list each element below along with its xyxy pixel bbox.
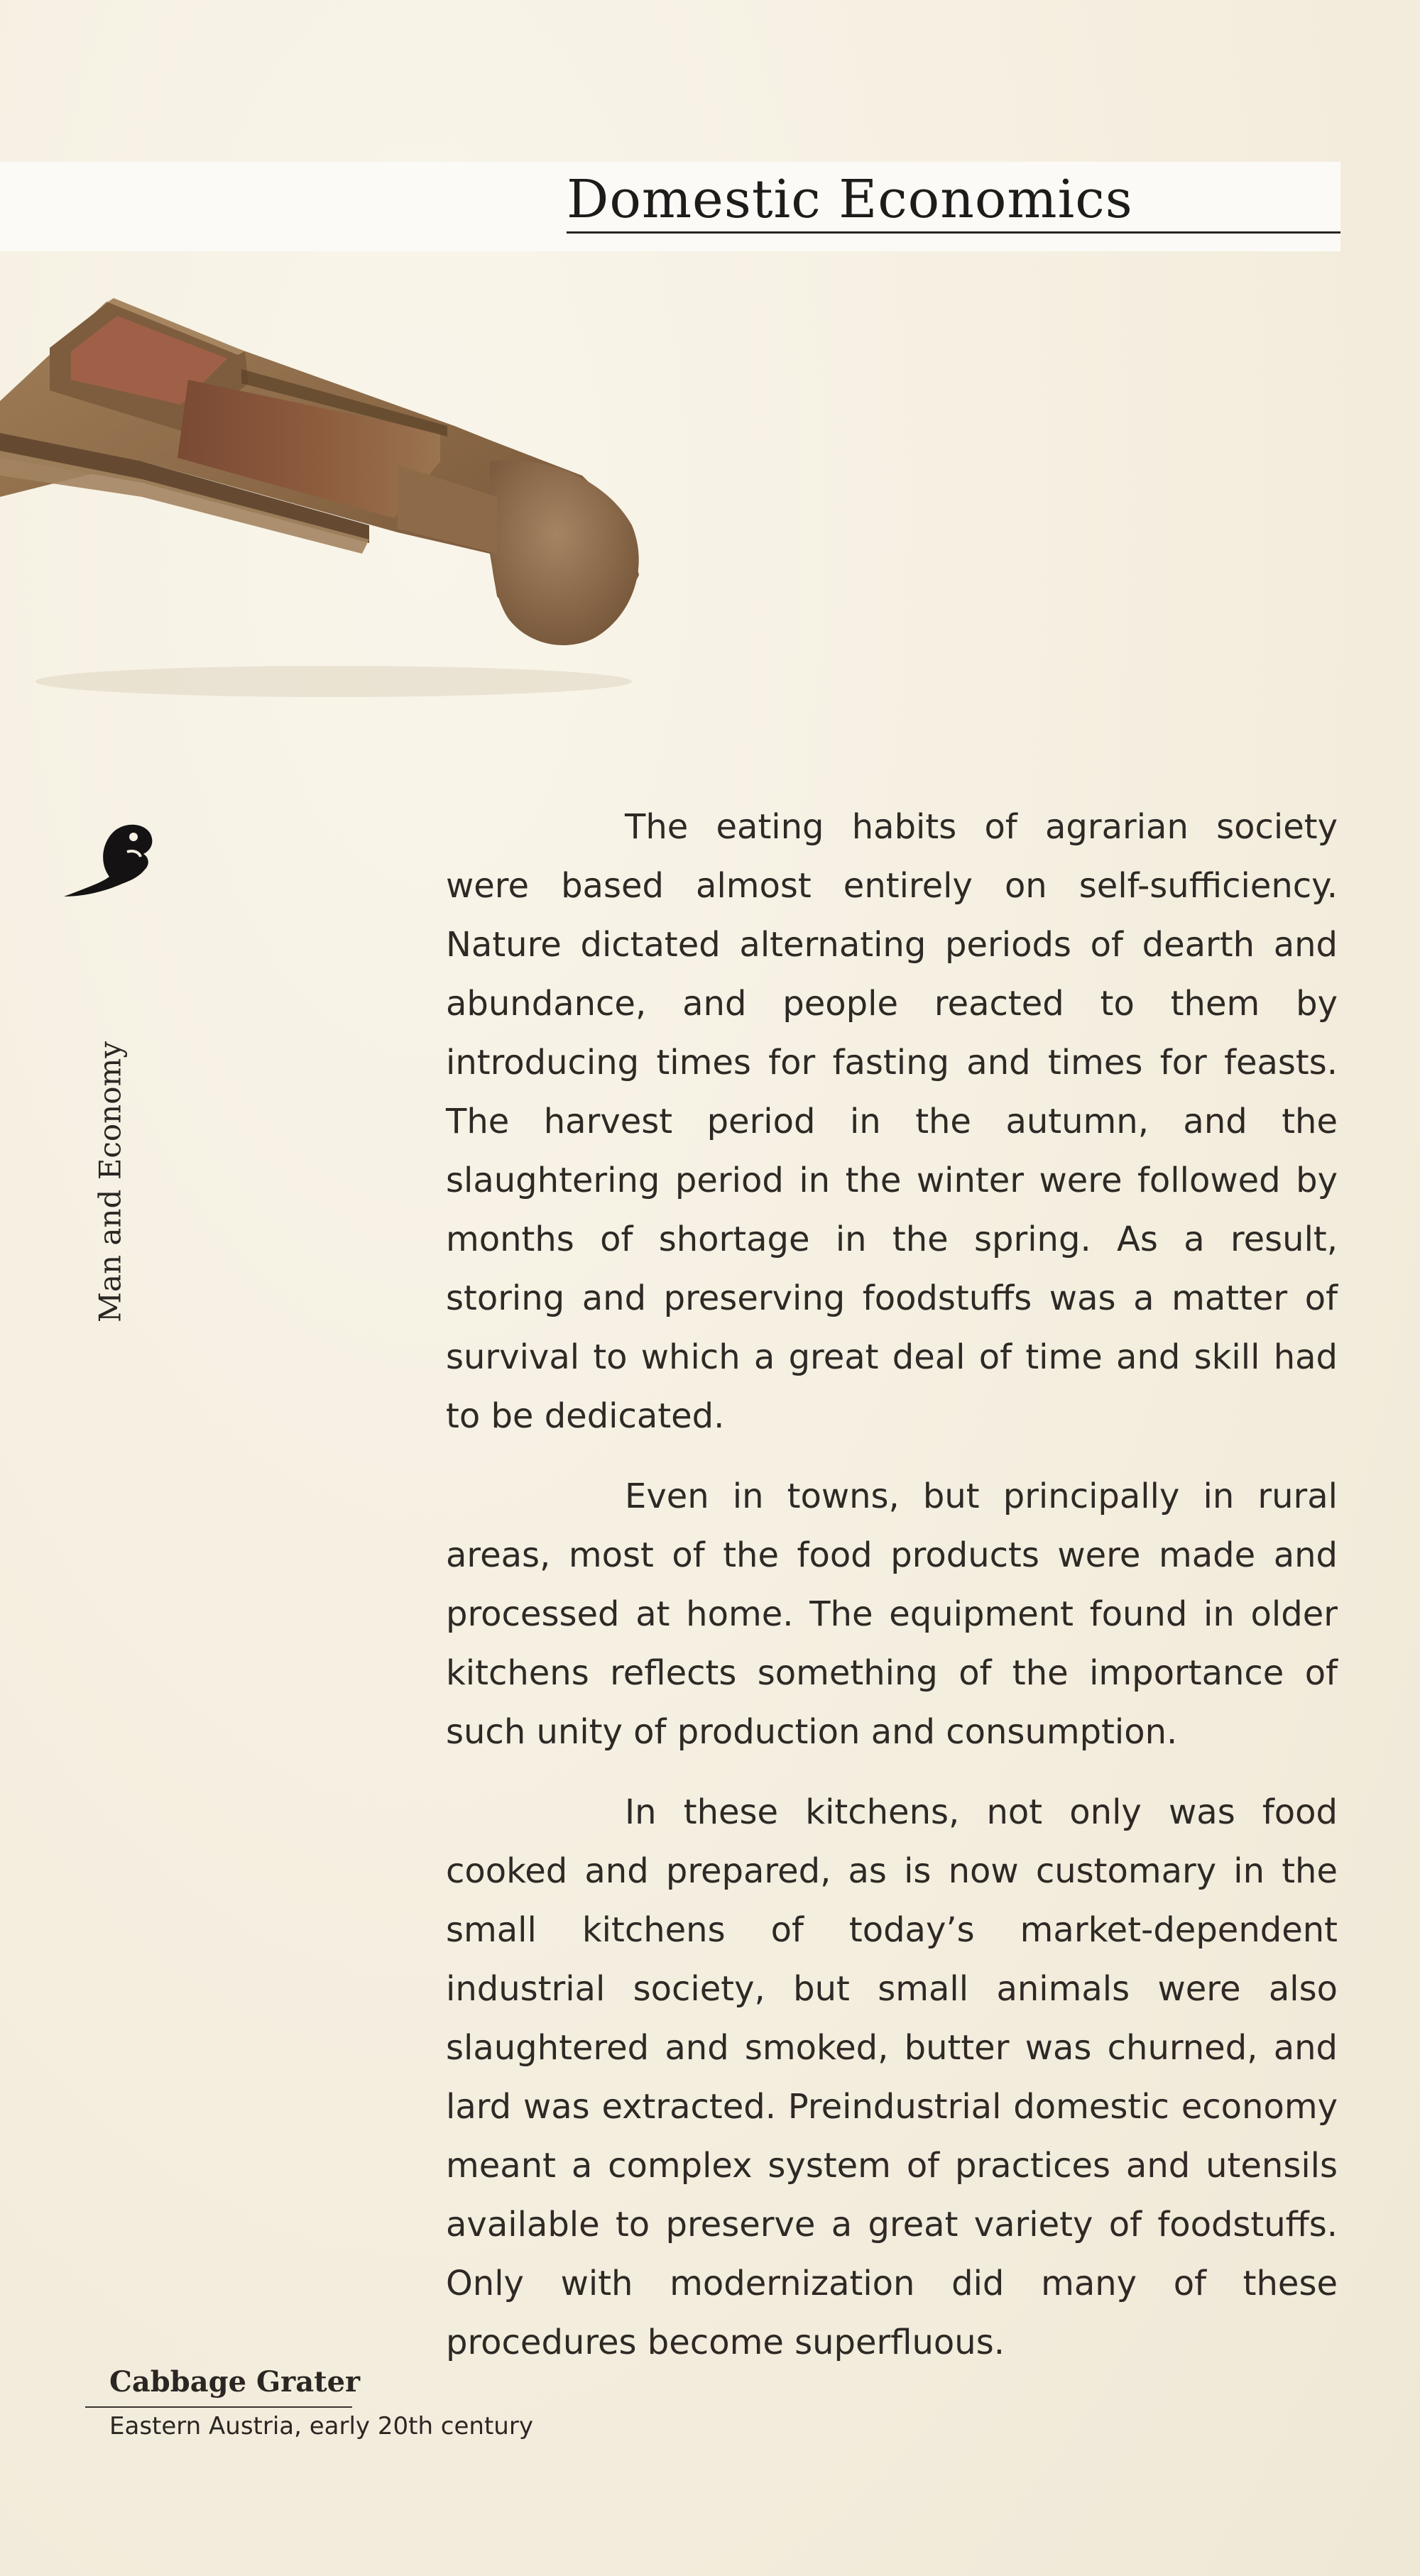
bird-head-logo-icon [60,813,159,905]
paragraph-3: In these kitchens, not only was food cooked and prepared, as is now customary in the small kitchens of today’s market-dependent industrial society, but small animals were also slaughtered and smoked, butter was churned, and lard was extracted. Preindustrial domestic economy meant a complex system of practices and utensils available to preserve a great variety of foodstuffs. Only with modernization did many of these procedures become superfluous. [446,1792,1338,2362]
cabbage-grater-icon [0,284,703,724]
caption-subtitle: Eastern Austria, early 20th century [109,2412,533,2440]
caption-title: Cabbage Grater [109,2365,361,2399]
paragraph-2: Even in towns, but principally in rural areas, most of the food products were made and processed at home. The equipment found in older kitchens reflects something of the importance of such unity of production and consumption. [446,1476,1338,1752]
section-label: Man and Economy [92,1041,128,1323]
paragraph-1: The eating habits of agrarian society were based almost entirely on self-sufficiency. Nature dictated alternating periods of dearth and abundance, and people reacted to them by introducing times for fasting and times for feasts. The harvest period in the autumn, and the slaughtering period in the winter were followed by months of shortage in the spring. As a result, storing and preserving foodstuffs was a matter of survival to which a great deal of time and skill had to be dedicated. [446,807,1338,1436]
page-title: Domestic Economics [567,169,1133,230]
title-underline [567,231,1340,234]
caption-underline [85,2406,352,2408]
body-text [446,798,1338,2394]
